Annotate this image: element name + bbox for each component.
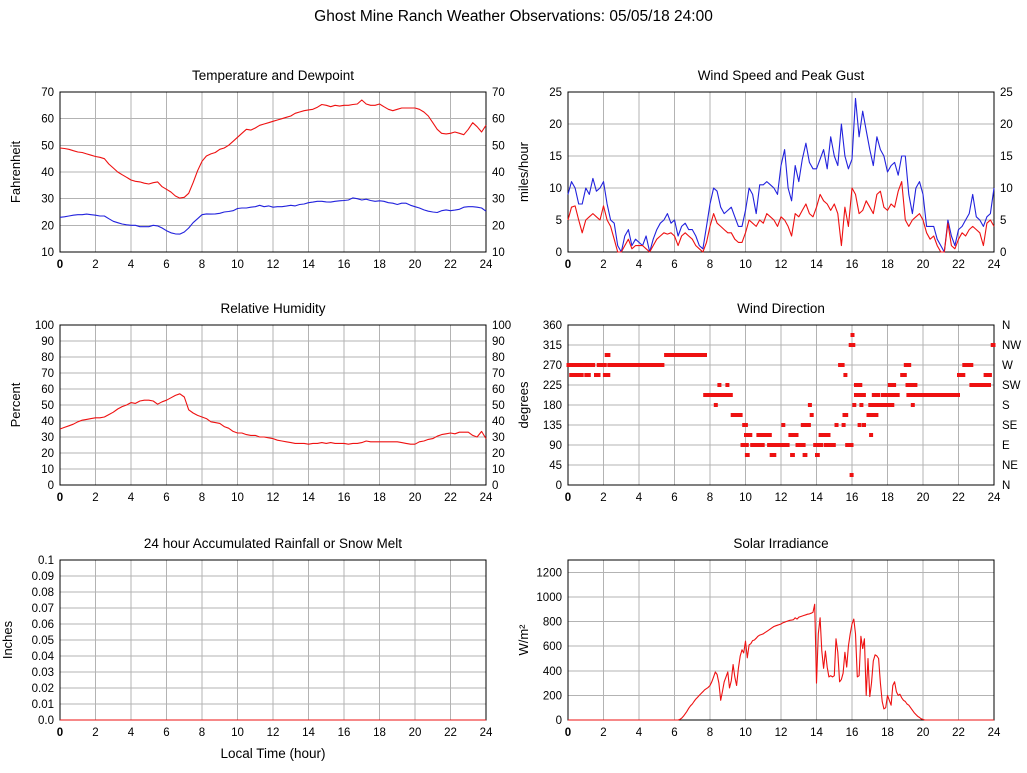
svg-text:10: 10 [739,492,752,504]
svg-text:6: 6 [163,727,170,739]
svg-text:2: 2 [92,727,99,739]
svg-text:5: 5 [555,215,562,227]
page-title: Ghost Mine Ranch Weather Observations: 05/05/18 24:00 [314,8,713,25]
wind-direction-chart [508,293,1022,533]
svg-text:60: 60 [41,113,54,126]
solar-irradiance-chart [508,528,1022,768]
wind-speed-gust-x-tick-labels [565,259,1001,271]
svg-text:24: 24 [479,259,493,271]
svg-text:50: 50 [492,140,505,153]
svg-text:15: 15 [1000,151,1013,163]
svg-text:4: 4 [127,492,135,504]
svg-text:S: S [1002,400,1010,412]
svg-text:0: 0 [1000,247,1007,259]
svg-text:6: 6 [163,492,170,504]
svg-text:0.08: 0.08 [31,587,54,599]
svg-text:SW: SW [1002,380,1021,392]
svg-text:2: 2 [600,492,607,504]
svg-text:90: 90 [41,336,54,348]
svg-text:80: 80 [41,352,54,364]
svg-text:0: 0 [47,480,54,492]
svg-text:40: 40 [492,416,505,428]
svg-text:14: 14 [302,259,315,271]
svg-text:2: 2 [92,492,99,504]
svg-text:70: 70 [492,87,505,99]
relative-humidity-x-tick-labels [57,492,493,504]
svg-text:10: 10 [549,183,562,195]
svg-text:12: 12 [266,492,280,504]
svg-text:0: 0 [56,727,64,739]
wind-speed-gust-chart [508,60,1022,300]
svg-text:18: 18 [881,492,894,504]
temperature-dewpoint-chart [0,60,514,300]
svg-text:40: 40 [492,167,505,179]
svg-text:4: 4 [635,492,643,504]
svg-text:10: 10 [492,464,505,476]
svg-text:E: E [1002,440,1010,452]
svg-text:18: 18 [881,259,894,271]
relative-humidity-plot [0,293,514,533]
svg-text:18: 18 [373,492,386,504]
temperature-dewpoint-gridlines [60,92,486,252]
svg-text:20: 20 [916,492,930,504]
svg-text:50: 50 [41,140,54,153]
svg-text:60: 60 [492,113,505,126]
svg-text:16: 16 [845,727,859,739]
svg-text:2: 2 [92,259,99,271]
wind-speed-gust-gridlines [568,92,994,252]
svg-text:60: 60 [41,384,54,396]
svg-text:100: 100 [34,320,54,332]
svg-text:0: 0 [56,492,64,504]
svg-text:20: 20 [916,727,930,739]
svg-text:16: 16 [845,492,859,504]
svg-text:1000: 1000 [536,591,562,604]
svg-text:70: 70 [41,368,54,380]
svg-text:50: 50 [41,400,54,412]
svg-text:45: 45 [549,460,562,472]
rainfall-y-axis-label: Inches [0,620,15,660]
relative-humidity-title: Relative Humidity [220,301,326,316]
svg-text:10: 10 [231,259,244,271]
svg-text:20: 20 [41,448,54,460]
svg-text:NW: NW [1002,340,1022,352]
svg-text:SE: SE [1002,420,1018,432]
svg-text:4: 4 [127,727,135,739]
svg-text:0.0: 0.0 [38,715,54,727]
svg-text:0.04: 0.04 [31,651,54,663]
svg-text:10: 10 [231,727,244,739]
svg-text:20: 20 [408,727,422,739]
svg-text:80: 80 [492,352,505,364]
svg-text:8: 8 [198,492,206,504]
wind-direction-gridlines [568,325,994,485]
svg-text:270: 270 [542,360,562,372]
svg-text:8: 8 [198,259,206,271]
rainfall-title: 24 hour Accumulated Rainfall or Snow Melt [143,536,403,551]
svg-text:6: 6 [671,492,678,504]
svg-text:0.01: 0.01 [31,699,54,711]
svg-text:18: 18 [373,727,386,739]
svg-text:5: 5 [1000,215,1007,227]
svg-text:15: 15 [549,151,562,163]
wind-direction-y-axis-label: degrees [516,381,531,429]
svg-text:0.07: 0.07 [31,603,54,615]
svg-text:8: 8 [706,492,714,504]
svg-text:20: 20 [408,259,422,271]
svg-text:22: 22 [952,259,965,271]
svg-text:400: 400 [542,665,562,678]
svg-text:2: 2 [600,259,607,271]
svg-text:30: 30 [41,193,54,206]
svg-text:W: W [1002,360,1013,372]
svg-text:12: 12 [774,259,788,271]
svg-text:16: 16 [337,727,351,739]
svg-text:600: 600 [542,641,562,654]
svg-text:6: 6 [671,727,678,739]
svg-text:40: 40 [41,167,54,179]
svg-text:16: 16 [337,259,351,271]
svg-text:0: 0 [56,259,64,271]
svg-text:14: 14 [302,727,315,739]
svg-text:N: N [1002,320,1011,332]
svg-text:20: 20 [1000,119,1013,131]
svg-text:2: 2 [600,727,607,739]
svg-text:12: 12 [774,492,788,504]
svg-text:135: 135 [542,420,562,432]
svg-text:0: 0 [555,247,562,259]
svg-text:20: 20 [492,220,505,233]
rainfall-chart [0,528,514,768]
temperature-dewpoint-y-axis-label: Fahrenheit [8,140,23,204]
svg-text:30: 30 [41,432,54,444]
svg-text:24: 24 [987,259,1001,271]
svg-text:22: 22 [444,727,457,739]
wind-direction-x-tick-labels [565,492,1001,504]
svg-text:10: 10 [1000,183,1013,195]
svg-text:800: 800 [542,616,562,629]
wind-speed-gust-plot [508,60,1022,300]
svg-text:10: 10 [231,492,244,504]
svg-text:315: 315 [542,340,562,352]
svg-text:14: 14 [302,492,315,504]
solar-irradiance-y-axis-label: W/m² [516,624,531,656]
svg-text:14: 14 [810,259,823,271]
svg-text:NE: NE [1002,460,1018,472]
svg-text:12: 12 [774,727,788,739]
svg-text:0.06: 0.06 [31,619,54,631]
svg-text:24: 24 [987,727,1001,739]
svg-text:22: 22 [444,259,457,271]
svg-text:24: 24 [479,727,493,739]
svg-text:22: 22 [444,492,457,504]
svg-text:12: 12 [266,259,280,271]
svg-text:0: 0 [555,715,562,727]
relative-humidity-gridlines [60,325,486,485]
svg-text:6: 6 [671,259,678,271]
svg-text:0.09: 0.09 [31,571,54,583]
svg-text:4: 4 [635,259,643,271]
svg-text:24: 24 [479,492,493,504]
svg-text:0: 0 [555,480,562,492]
svg-text:60: 60 [492,384,505,396]
svg-text:70: 70 [41,87,54,99]
svg-text:10: 10 [41,247,54,259]
svg-text:24: 24 [987,492,1001,504]
svg-text:8: 8 [198,727,206,739]
svg-text:8: 8 [706,727,714,739]
svg-text:0: 0 [492,480,499,492]
svg-text:30: 30 [492,432,505,444]
svg-text:4: 4 [127,259,135,271]
svg-text:0: 0 [564,492,572,504]
rainfall-y-tick-labels [32,555,55,727]
svg-text:180: 180 [542,400,562,412]
rainfall-x-axis-label: Local Time (hour) [220,746,326,761]
svg-text:N: N [1002,480,1011,492]
svg-text:0.05: 0.05 [31,635,54,647]
svg-text:0: 0 [564,259,572,271]
wind-direction-title: Wind Direction [737,301,825,316]
svg-text:0.03: 0.03 [31,667,54,679]
svg-text:12: 12 [266,727,280,739]
svg-text:14: 14 [810,492,823,504]
solar-irradiance-x-tick-labels [565,727,1001,739]
svg-text:10: 10 [41,464,54,476]
svg-text:30: 30 [492,193,505,206]
wind-direction-y-tick-labels [543,320,1021,492]
svg-text:25: 25 [1000,87,1013,99]
relative-humidity-chart [0,293,514,533]
svg-text:16: 16 [845,259,859,271]
svg-text:90: 90 [492,336,505,348]
svg-text:200: 200 [542,690,562,703]
svg-text:70: 70 [492,368,505,380]
svg-text:8: 8 [706,259,714,271]
svg-text:0.1: 0.1 [38,555,54,567]
svg-text:18: 18 [881,727,894,739]
solar-irradiance-plot [508,528,1022,768]
svg-text:10: 10 [492,247,505,259]
svg-text:360: 360 [542,320,562,332]
svg-text:18: 18 [373,259,386,271]
svg-text:6: 6 [163,259,170,271]
rainfall-x-tick-labels [57,727,493,739]
svg-text:16: 16 [337,492,351,504]
svg-text:20: 20 [41,220,54,233]
svg-text:100: 100 [492,320,512,332]
svg-text:22: 22 [952,727,965,739]
svg-text:10: 10 [739,259,752,271]
solar-irradiance-gridlines [568,560,994,720]
svg-text:225: 225 [542,380,562,392]
svg-text:25: 25 [549,87,562,99]
svg-text:10: 10 [739,727,752,739]
svg-text:20: 20 [549,119,562,131]
wind-speed-gust-title: Wind Speed and Peak Gust [697,68,865,83]
svg-text:50: 50 [492,400,505,412]
svg-text:14: 14 [810,727,823,739]
svg-text:4: 4 [635,727,643,739]
svg-text:1200: 1200 [536,567,562,580]
solar-irradiance-y-tick-labels [536,567,562,727]
wind-direction-plot [508,293,1022,533]
temperature-dewpoint-plot [0,60,514,300]
temperature-dewpoint-title: Temperature and Dewpoint [191,68,355,83]
relative-humidity-y-axis-label: Percent [8,382,23,428]
rainfall-gridlines [60,560,486,720]
svg-text:20: 20 [916,259,930,271]
svg-text:20: 20 [408,492,422,504]
svg-text:40: 40 [41,416,54,428]
svg-text:20: 20 [492,448,505,460]
rainfall-plot [0,528,514,768]
temperature-dewpoint-x-tick-labels [57,259,493,271]
solar-irradiance-title: Solar Irradiance [733,536,829,551]
svg-text:22: 22 [952,492,965,504]
wind-speed-gust-y-axis-label: miles/hour [516,142,531,202]
svg-text:0.02: 0.02 [31,683,54,695]
svg-text:90: 90 [549,440,562,452]
svg-text:0: 0 [564,727,572,739]
